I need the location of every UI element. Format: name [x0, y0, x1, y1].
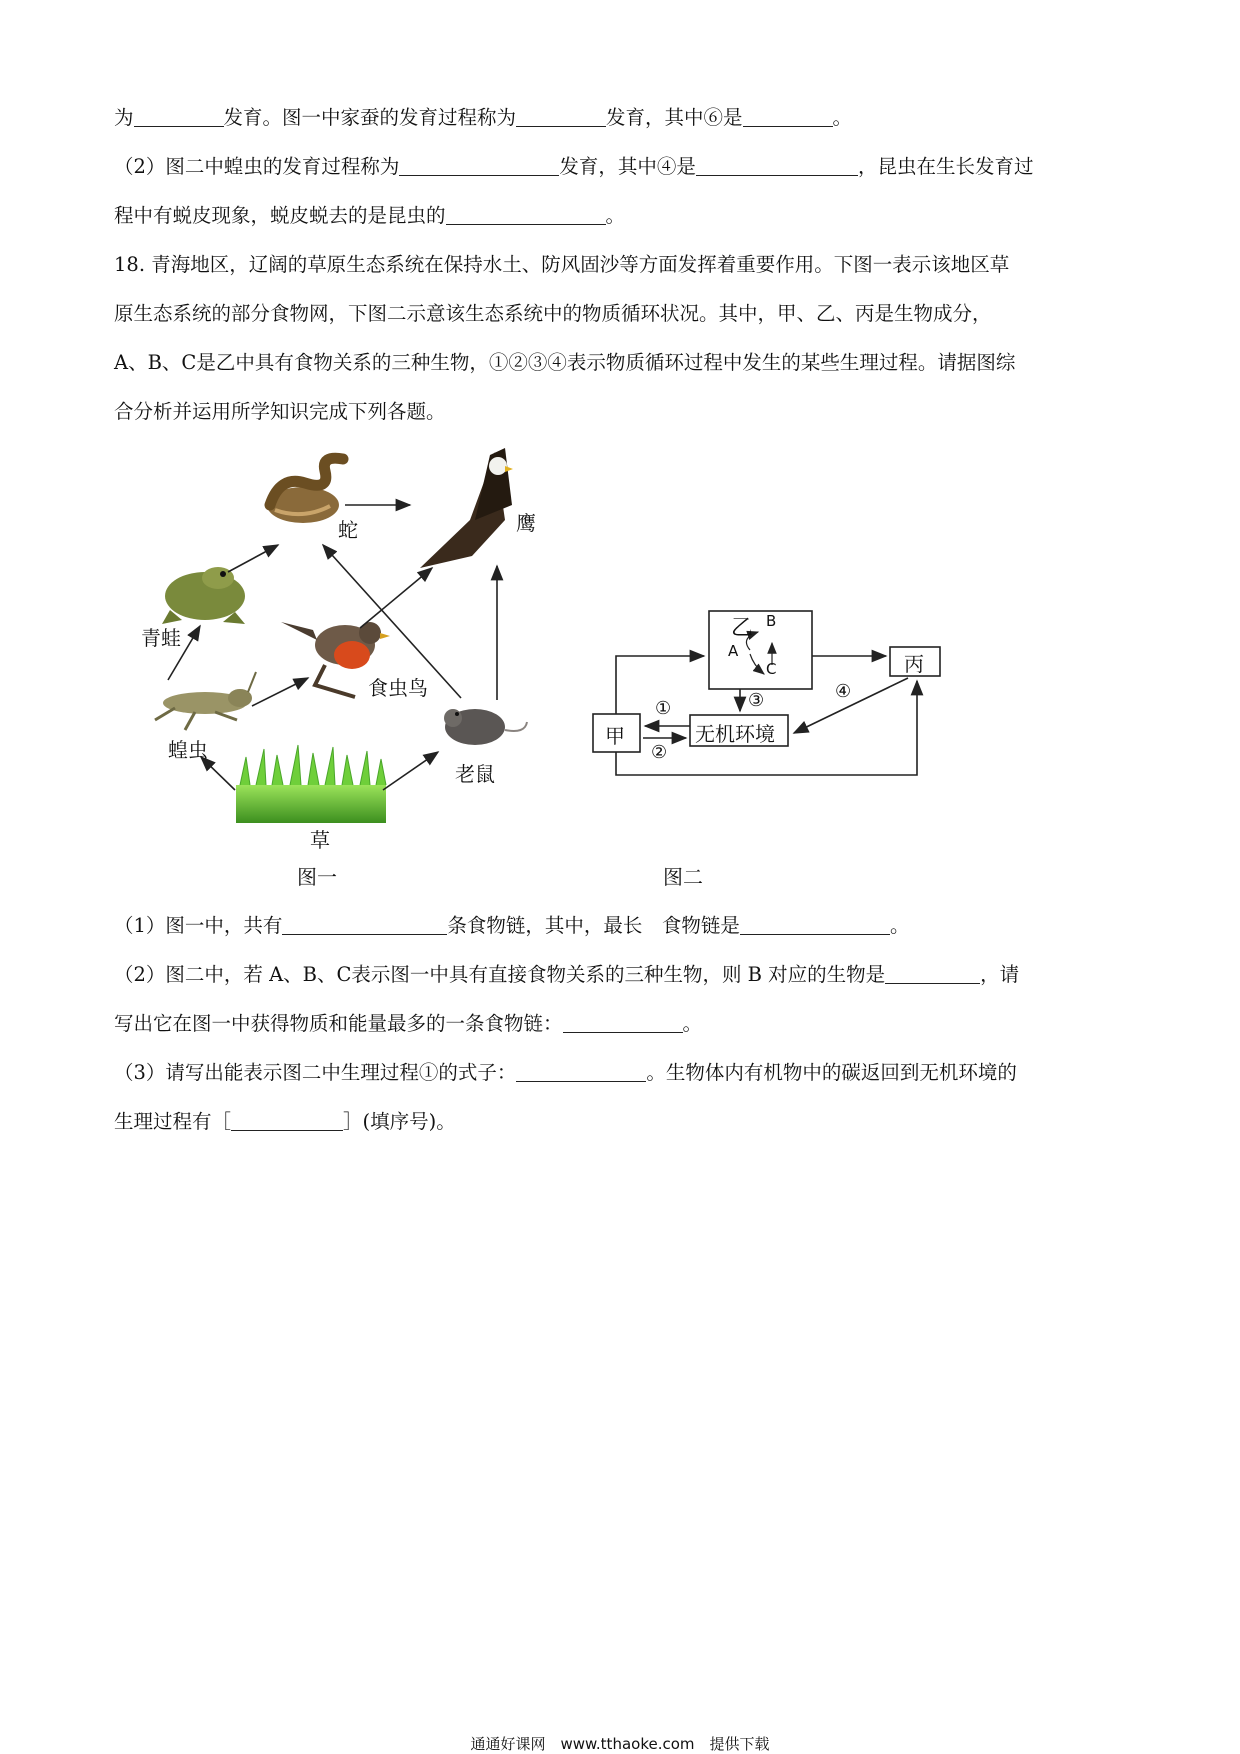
- q18-part-3a: [114, 1059, 1017, 1087]
- label-process-4: ④: [835, 681, 852, 702]
- label-yi: 乙: [731, 616, 754, 641]
- grass-picture: [236, 745, 386, 823]
- text: 为: [114, 106, 134, 129]
- text: 发育，其中④是: [559, 155, 696, 178]
- text: 。: [682, 1012, 703, 1035]
- text: 生理过程有［: [114, 1110, 232, 1133]
- label-process-1: ①: [655, 698, 672, 719]
- q18-stem-3: A、B、C是乙中具有食物关系的三种生物，①②③④表示物质循环过程中发生的某些生理过程。请据图综: [114, 351, 1016, 374]
- page-footer: 通通好课网 www.tthaoke.com 提供下载: [470, 1735, 770, 1753]
- text: （2）图二中蝗虫的发育过程称为: [114, 155, 400, 178]
- answer-blank[interactable]: [231, 1110, 343, 1131]
- q18-stem-1: 18. 青海地区，辽阔的草原生态系统在保持水土、防风固沙等方面发挥着重要作用。下图一表示该地区草: [114, 253, 1010, 276]
- label-eagle: 鹰: [516, 511, 536, 535]
- text: 发育，其中⑥是: [606, 106, 743, 129]
- label-grass: 草: [310, 828, 330, 852]
- text: ］(填序号)。: [343, 1110, 456, 1133]
- box-yi: [709, 611, 812, 689]
- label-jia: 甲: [605, 724, 625, 748]
- label-process-2: ②: [651, 742, 668, 763]
- text: 。: [605, 204, 626, 227]
- label-grasshopper: 蝗虫: [168, 738, 208, 762]
- frog-picture: [162, 567, 245, 624]
- q18-part-3b: [114, 1108, 456, 1136]
- label-process-3: ③: [748, 690, 765, 711]
- text: （3）请写出能表示图二中生理过程①的式子：: [114, 1061, 517, 1084]
- mouse-picture: [444, 709, 527, 745]
- q18-stem-4: 合分析并运用所学知识完成下列各题。: [114, 400, 446, 423]
- eagle-picture: [420, 448, 513, 568]
- text: 。生物体内有机物中的碳返回到无机环境的: [646, 1061, 1017, 1084]
- q18-stem-2: 原生态系统的部分食物网，下图二示意该生态系统中的物质循环状况。其中，甲、乙、丙是生物成分，: [114, 302, 992, 325]
- label-c: C: [766, 660, 777, 678]
- text: 。: [889, 914, 910, 937]
- label-b: B: [766, 612, 777, 630]
- figure-1-caption: 图一: [297, 865, 337, 889]
- label-bird: 食虫鸟: [368, 676, 428, 700]
- label-a: A: [728, 642, 739, 660]
- q18-part-2a: [114, 961, 1019, 989]
- label-snake: 蛇: [338, 518, 358, 542]
- label-env: 无机环境: [695, 722, 775, 746]
- answer-blank[interactable]: [885, 963, 980, 984]
- text: ，请: [980, 963, 1020, 986]
- answer-blank[interactable]: [740, 914, 890, 935]
- text: 条食物链，其中，最长 食物链是: [447, 914, 740, 937]
- text: （2）图二中，若 A、B、C表示图一中具有直接食物关系的三种生物，则 B 对应的生物是: [114, 963, 886, 986]
- figure-2-caption: 图二: [663, 865, 703, 889]
- answer-blank[interactable]: [282, 914, 447, 935]
- text: 程中有蜕皮现象，蜕皮蜕去的是昆虫的: [114, 204, 446, 227]
- text: 。: [832, 106, 853, 129]
- q18-part-1: [114, 912, 909, 940]
- text: （1）图一中，共有: [114, 914, 283, 937]
- text: 发育。图一中家蚕的发育过程称为: [223, 106, 517, 129]
- grasshopper-picture: [155, 672, 256, 730]
- q18-part-2b: [114, 1010, 702, 1038]
- label-bing: 丙: [904, 652, 924, 676]
- label-mouse: 老鼠: [455, 762, 495, 786]
- text: ，昆虫在生长发育过: [857, 155, 1034, 178]
- answer-blank[interactable]: [563, 1012, 683, 1033]
- answer-blank[interactable]: [516, 1061, 646, 1082]
- label-frog: 青蛙: [141, 626, 181, 650]
- cycle-diagram: [593, 611, 940, 775]
- text: 写出它在图一中获得物质和能量最多的一条食物链：: [114, 1012, 563, 1035]
- snake-picture: [267, 458, 343, 523]
